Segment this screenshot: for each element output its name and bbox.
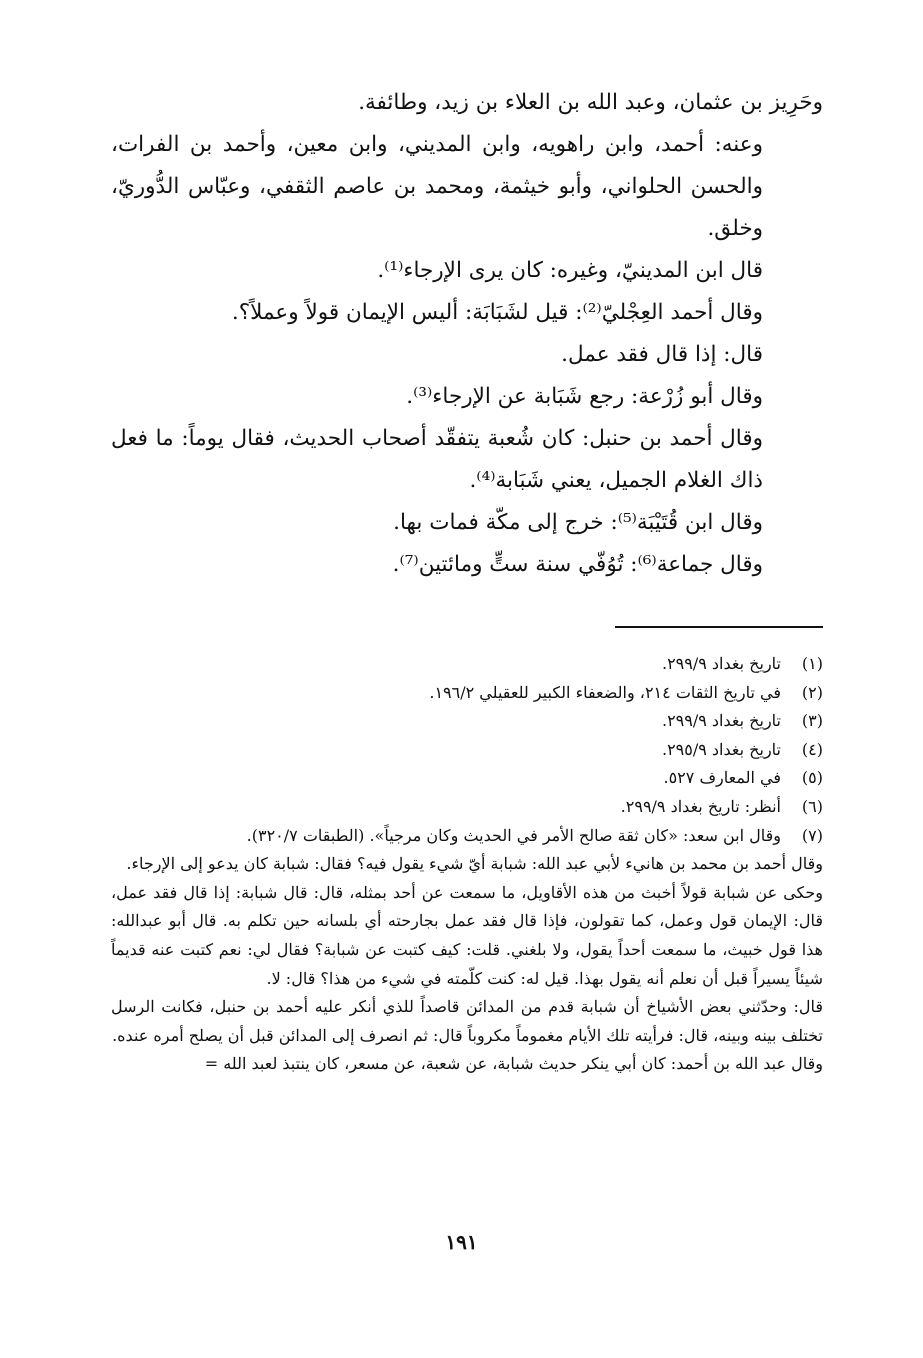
main-text: [111, 82, 823, 586]
footnote-divider: [615, 626, 823, 628]
paragraph: وعنه: أحمد، وابن راهويه، وابن المديني، وابن معين، وأحمد بن الفرات، والحسن الحلواني، وأبو خيثمة، ومحمد بن عاصم الثقفي، وعبّاس الدُّوريّ، وخلق.: [111, 132, 763, 241]
footnote-text: تاريخ بغداد ٢٩٥/٩.: [661, 739, 781, 759]
footnote-continuation: وحكى عن شبابة قولاً أخبث من هذه الأقاويل، ما سمعت عن أحد بمثله، قال: قال شبابة: إذا قال فقد عمل، قال: الإيمان قول وعمل، كما تقولون، فإذا قال فقد عمل بجارحته أي بلسانه حين تكلم به. قال أبو عبدالله: هذا قول خبيث، ما سمعت أحداً يقول، ولا بلغني. قلت: كيف كتبت عن شبابة؟ فقال لي: نعم كتبت عنه قديماً شيئاً يسيراً قبل أن نعلم أنه يقول بهذا. قيل له: كنت كلّمته في شيء من هذا؟ قال: لا.: [111, 882, 824, 988]
footnote-number: (٧): [801, 825, 823, 845]
footnote-text: أنظر: تاريخ بغداد ٢٩٩/٩.: [620, 796, 781, 816]
footnote-continuation: وقال عبد الله بن أحمد: كان أبي ينكر حديث شبابة، عن شعبة، عن مسعر، كان ينتبذ لعبد الله =: [204, 1054, 823, 1074]
footnote: [111, 707, 823, 736]
paragraph: وقال ابن قُتَيْبَة⁽⁵⁾: خرج إلى مكّة فمات بها.: [393, 510, 763, 535]
paragraph: وقال أبو زُرْعة: رجع شَبَابة عن الإرجاء⁽³⁾.: [406, 384, 763, 409]
footnote: [111, 822, 823, 851]
footnote-text: في المعارف ٥٢٧.: [663, 768, 781, 788]
paragraph: وقال أحمد العِجْليّ⁽²⁾: قيل لشَبَابَة: أليس الإيمان قولاً وعملاً؟.: [231, 300, 763, 325]
footnote: [111, 793, 823, 822]
footnotes: [111, 650, 823, 1079]
footnote-number: (٣): [801, 711, 823, 731]
footnote-text: تاريخ بغداد ٢٩٩/٩.: [661, 711, 781, 731]
footnote: [111, 764, 823, 793]
paragraph: وحَرِيز بن عثمان، وعبد الله بن العلاء بن زيد، وطائفة.: [358, 90, 823, 115]
paragraph: قال ابن المدينيّ، وغيره: كان يرى الإرجاء⁽¹⁾.: [377, 258, 763, 283]
footnote-text: وقال ابن سعد: «كان ثقة صالح الأمر في الحديث وكان مرجياً». (الطبقات ٣٢٠/٧).: [246, 825, 781, 845]
footnote-number: (٢): [801, 682, 823, 702]
footnote-number: (١): [801, 654, 823, 673]
footnote-continuation: قال: وحدّثني بعض الأشياخ أن شبابة قدم من المدائن قاصداً للذي أنكر عليه أحمد بن حنبل، فكانت الرسل تختلف بينه وبينه، قال: فرأيته تلك الأيام مغموماً مكروباً قال: ثم انصرف إلى المدائن قبل أن يصلح أمره عنده.: [111, 997, 824, 1045]
footnote: [111, 679, 823, 708]
footnote-number: (٥): [801, 768, 823, 788]
footnote: [111, 736, 823, 765]
paragraph: قال: إذا قال فقد عمل.: [561, 342, 763, 367]
paragraph: وقال جماعة⁽⁶⁾: تُوُفّي سنة ستٍّ ومائتين⁽⁷⁾.: [392, 552, 763, 577]
paragraph: وقال أحمد بن حنبل: كان شُعبة يتفقّد أصحاب الحديث، فقال يوماً: ما فعل ذاك الغلام الجميل، يعني شَبَابة⁽⁴⁾.: [111, 426, 763, 493]
footnote-text: تاريخ بغداد ٢٩٩/٩.: [661, 654, 781, 673]
footnote-number: (٤): [801, 739, 823, 759]
footnote: [111, 650, 823, 679]
page-number: ١٩١: [445, 1230, 478, 1254]
footnote-text: في تاريخ الثقات ٢١٤، والضعفاء الكبير للعقيلي ١٩٦/٢.: [429, 682, 781, 702]
footnote-continuation: وقال أحمد بن محمد بن هانيء لأبي عبد الله: شبابة أيّ شيء يقول فيه؟ فقال: شبابة كان يدعو إلى الإرجاء.: [126, 854, 823, 874]
footnote-number: (٦): [801, 796, 823, 816]
